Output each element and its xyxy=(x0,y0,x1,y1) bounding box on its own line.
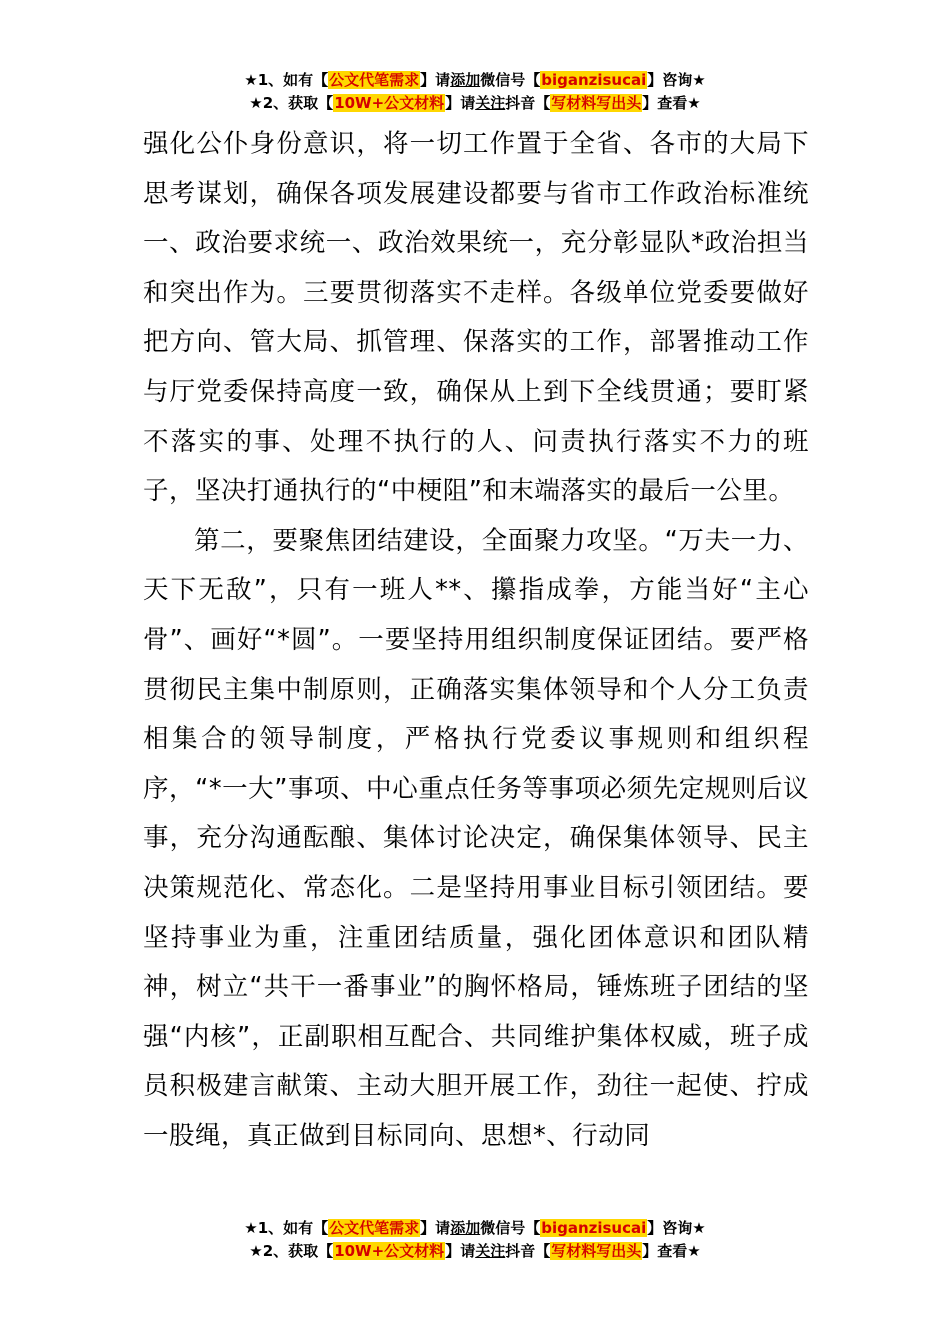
banner-underline: 添加 xyxy=(450,1219,481,1237)
banner-text: 微信号【 xyxy=(480,71,541,89)
banner-highlight: biganzisucai xyxy=(541,71,647,89)
paragraph-1: 强化公仆身份意识，将一切工作置于全省、各市的大局下思考谋划，确保各项发展建设都要与省市工作政治标准统一、政治要求统一、政治效果统一，充分彰显队*政治担当和突出作为。三要贯彻落实不走样。各级单位党委要做好把方向、管大局、抓管理、保落实的工作，部署推动工作与厅党委保持高度一致，确保从上到下全线贯通；要盯紧不落实的事、处理不执行的人、问责执行落实不力的班子，坚决打通执行的“中梗阻”和末端落实的最后一公里。 xyxy=(143,129,809,507)
banner-highlight: 写材料写出头 xyxy=(551,94,642,112)
banner-highlight: biganzisucai xyxy=(541,1219,647,1237)
banner-text: ★1、如有【 xyxy=(244,71,329,89)
banner-line-1 xyxy=(0,1217,950,1240)
banner-text: ★1、如有【 xyxy=(244,1219,329,1237)
banner-highlight: 公文代笔需求 xyxy=(329,71,420,89)
banner-text: 】查看★ xyxy=(642,94,701,112)
banner-line-2 xyxy=(0,1240,950,1263)
footer-banner xyxy=(0,1217,950,1263)
banner-text: 】咨询★ xyxy=(647,71,706,89)
banner-text: ★2、获取【 xyxy=(249,94,334,112)
banner-underline: 关注 xyxy=(475,94,506,112)
banner-text: ★2、获取【 xyxy=(249,1242,334,1260)
banner-underline: 关注 xyxy=(475,1242,506,1260)
banner-text: 抖音【 xyxy=(505,1242,551,1260)
banner-text: 】请 xyxy=(445,1242,476,1260)
banner-text: 抖音【 xyxy=(505,94,551,112)
banner-underline: 添加 xyxy=(450,71,481,89)
banner-highlight: 写材料写出头 xyxy=(551,1242,642,1260)
banner-text: 】请 xyxy=(445,94,476,112)
banner-text: 】请 xyxy=(420,71,451,89)
banner-line-1 xyxy=(0,69,950,92)
paragraph-2: 第二，要聚焦团结建设，全面聚力攻坚。“万夫一力、天下无敌”，只有一班人**、攥指成拳，方能当好“主心骨”、画好“*圆”。一要坚持用组织制度保证团结。要严格贯彻民主集中制原则，正确落实集体领导和个人分工负责相集合的领导制度，严格执行党委议事规则和组织程序，“*一大”事项、中心重点任务等事项必须先定规则后议事，充分沟通酝酿、集体讨论决定，确保集体领导、民主决策规范化、常态化。二是坚持用事业目标引领团结。要坚持事业为重，注重团结质量，强化团体意识和团队精神，树立“共干一番事业”的胸怀格局，锤炼班子团结的坚强“内核”，正副职相互配合、共同维护集体权威，班子成员积极建言献策、主动大胆开展工作，劲往一起使、拧成一股绳，真正做到目标同向、思想*、行动同 xyxy=(143,525,809,1151)
banner-text: 】请 xyxy=(420,1219,451,1237)
banner-highlight: 公文代笔需求 xyxy=(329,1219,420,1237)
banner-text: 微信号【 xyxy=(480,1219,541,1237)
banner-line-2 xyxy=(0,92,950,115)
header-banner xyxy=(0,69,950,115)
banner-text: 】咨询★ xyxy=(647,1219,706,1237)
banner-highlight: 10W+公文材料 xyxy=(334,94,445,112)
document-body xyxy=(143,120,809,1161)
banner-text: 】查看★ xyxy=(642,1242,701,1260)
banner-highlight: 10W+公文材料 xyxy=(334,1242,445,1260)
